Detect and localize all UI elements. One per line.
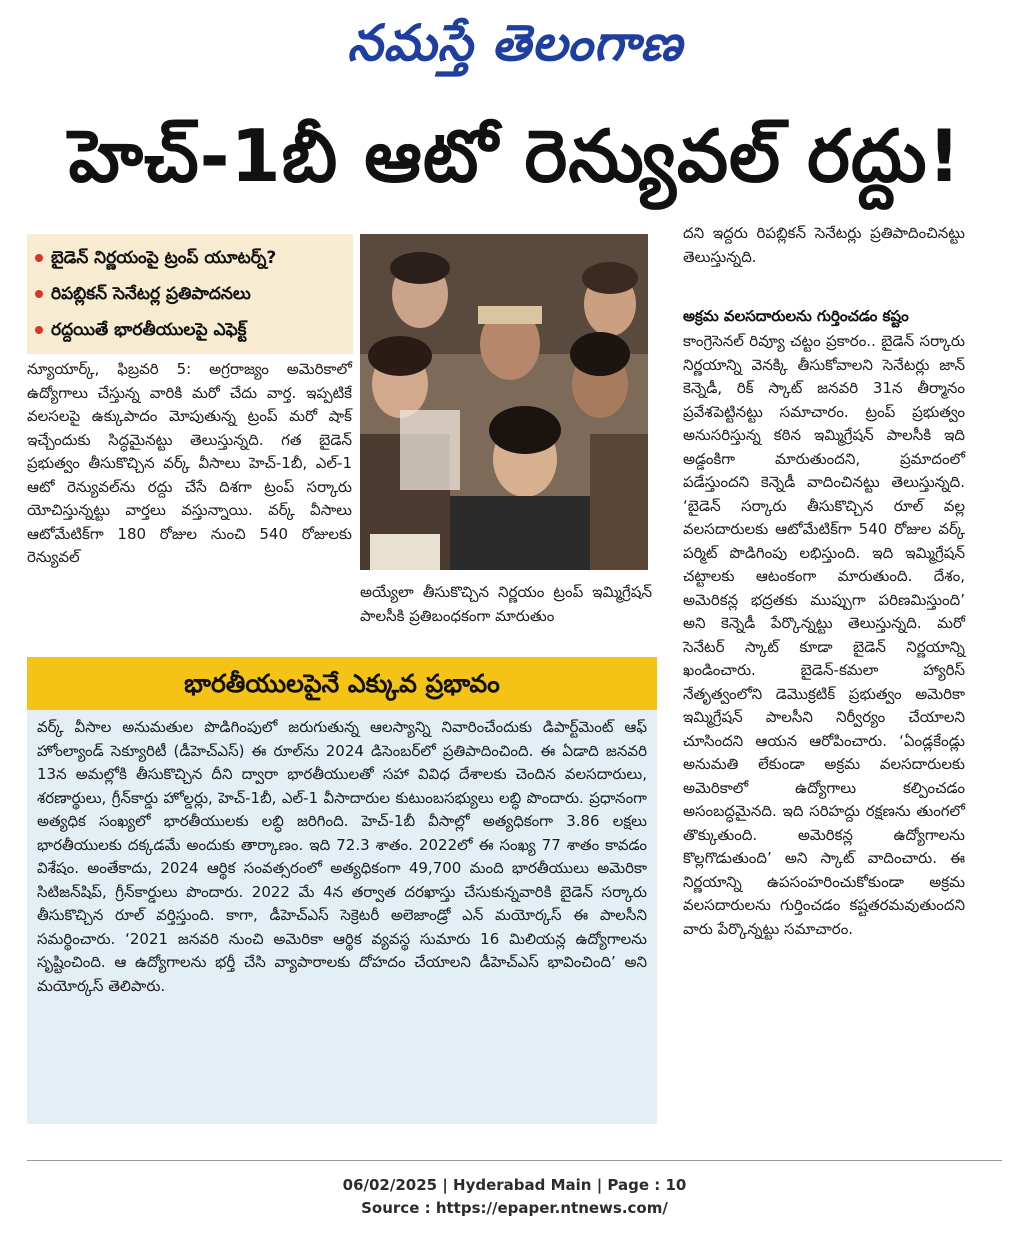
news-photo bbox=[360, 234, 648, 570]
footer-divider bbox=[27, 1160, 1002, 1161]
footer-edition-info: 06/02/2025 | Hyderabad Main | Page : 10 bbox=[342, 1176, 687, 1194]
article-column-3-top bbox=[683, 222, 965, 269]
headline: హెచ్-1బీ ఆటో రెన్యువల్ రద్దు! bbox=[68, 114, 962, 198]
footer-source-link[interactable]: Source : https://epaper.ntnews.com/ bbox=[361, 1199, 668, 1217]
highlight-item: రిపబ్లికన్ సెనేటర్ల ప్రతిపాదనలు bbox=[35, 276, 345, 312]
sidebar-box-body: వర్క్ వీసాల అనుమతుల పొడిగింపులో జరుగుతున్న ఆలస్యాన్ని నివారించేందుకు డిపార్ట్‌మెంట్ ఆఫ్ హోంల్యాండ్ సెక్యూరిటీ (డీహెచ్‌ఎస్) ఈ రూల్‌ను 2024 డిసెంబర్‌లో ప్రతిపాదించింది. ఈ ఏడాది జనవరి 13న అమల్లోకి తీసుకొచ్చిన దీని ద్వారా భారతీయులతో సహా వివిధ దేశాలకు చెందిన వలసదారులు, శరణార్థులు, గ్రీన్‌కార్డు హోల్డర్లు, హెచ్-1బీ, ఎల్-1 వీసాదారుల కుటుంబసభ్యులు లబ్ధి పొందారు. ప్రధానంగా అత్యధిక సంఖ్యలో భారతీయులకు లబ్ధి జరిగింది. హెచ్-1బీ వీసాల్లో అత్యధికంగా 3.86 లక్షలు భారతీయులకు దక్కడమే అందుకు తార్కాణం. ఇది 72.3 శాతం. 2022లో ఈ సంఖ్య 77 శాతం కావడం విశేషం. అంతేకాదు, 2024 ఆర్థిక సంవత్సరంలో అత్యధికంగా 49,700 మంది భారతీయులు అమెరికా సిటిజన్‌షిప్, గ్రీన్‌కార్డులు పొందారు. 2022 మే 4న తర్వాత దరఖాస్తు చేసుకున్నవారికి బైడెన్ సర్కారు తీసుకొచ్చిన రూల్ వర్తిస్తుంది. కాగా, డీహెచ్‌ఎస్ సెక్రెటరీ అలెజాండ్రో ఎన్ మయోర్కస్ ఈ పాలసీని సమర్థించారు. ‘2021 జనవరి నుంచి అమెరికా ఆర్థిక వ్యవస్థ సుమారు 16 మిలియన్ల ఉద్యోగాలను సృష్టించింది. ఆ ఉద్యోగాలను భర్తీ చేసి వ్యాపారాలకు దోహదం చేయాలని డీహెచ్‌ఎస్ భావించింది’ అని మయోర్కస్ తెలిపారు. bbox=[27, 710, 657, 1124]
students-photo-illustration bbox=[360, 234, 648, 570]
bullet-dot-icon bbox=[35, 254, 43, 262]
article-paragraph: న్యూయార్క్, ఫిబ్రవరి 5: అగ్రరాజ్యం అమెరికాలో ఉద్యోగాలు చేస్తున్న వారికి మరో చేదు వార్త. ఇప్పటికే వలసలపై ఉక్కుపాదం మోపుతున్న ట్రంప్ మరో షాక్ ఇచ్చేందుకు సిద్ధమైనట్టు తెలుస్తున్నది. గత బైడెన్ ప్రభుత్వం తీసుకొచ్చిన వర్క్ వీసాలు హెచ్-1బీ, ఎల్-1 ఆటో రెన్యువల్‌ను రద్దు చేసే దిశగా ట్రంప్ సర్కారు యోచిస్తున్నట్టు వార్తలు వస్తున్నాయి. వర్క్ వీసాలు ఆటోమేటిక్‌గా 180 రోజుల నుంచి 540 రోజులకు రెన్యువల్ bbox=[27, 360, 352, 566]
article-column-1 bbox=[27, 358, 352, 570]
highlights-box bbox=[27, 234, 353, 354]
article-paragraph: దని ఇద్దరు రిపబ్లికన్ సెనేటర్లు ప్రతిపాదించినట్టు తెలుస్తున్నది. bbox=[683, 224, 965, 266]
article-column-3-body bbox=[683, 330, 965, 941]
highlight-item: రద్దయితే భారతీయులపై ఎఫెక్ట్ bbox=[35, 312, 345, 348]
column-subheading: అక్రమ వలసదారులను గుర్తించడం కష్టం bbox=[683, 307, 909, 325]
masthead-logo: నమస్తే తెలంగాణ bbox=[347, 13, 683, 72]
bullet-dot-icon bbox=[35, 290, 43, 298]
highlight-item: బైడెన్ నిర్ణయంపై ట్రంప్ యూటర్న్? bbox=[35, 240, 345, 276]
article-paragraph: కాంగ్రెసెనల్ రివ్యూ చట్టం ప్రకారం.. బైడెన్ సర్కారు నిర్ణయాన్ని వెనక్కి తీసుకోవాలని సెనేటర్లు జాన్ కెన్నెడీ, రిక్ స్కాట్ జనవరి 31న తీర్మానం ప్రవేశపెట్టినట్టు సమాచారం. ట్రంప్ ప్రభుత్వం అనుసరిస్తున్న కఠిన ఇమ్మిగ్రేషన్ పాలసీకి ఇది అడ్డంకిగా మారుతుందని, ప్రమాదంలో పడేస్తుందని కెన్నెడీ వాదించినట్టు తెలుస్తున్నది. ‘బైడెన్ సర్కారు తీసుకొచ్చిన రూల్ వల్ల వలసదారులకు ఆటోమేటిక్‌గా 540 రోజుల వర్క్ పర్మిట్ పొడిగింపు లభిస్తుంది. ఇది ఇమ్మిగ్రేషన్ చట్టాలకు ఆటంకంగా మారుతుంది. దేశం, అమెరికన్ల భద్రతకు ముప్పుగా పరిణమిస్తుంది’ అని కెన్నెడీ పేర్కొన్నట్టు తెలుస్తున్నది. మరో సెనేటర్ స్కాట్ కూడా బైడెన్ నిర్ణయాన్ని ఖండించారు. బైడెన్-కమలా హ్యారిస్ నేతృత్వంలోని డెమొక్రటిక్ ప్రభుత్వం అమెరికా ఇమ్మిగ్రేషన్ పాలసీని నిర్వీర్యం చేయాలని చూసిందని ఆయన ఆరోపించారు. ‘ఏండ్లకేండ్లు అనుమతి లేకుండా అక్రమ వలసదారులకు అమెరికాలో ఉద్యోగాలు కల్పించడం అసంబద్ధమైనది. ఇది సరిహద్దు రక్షణను తుంగలో తొక్కుతుంది. అమెరికన్ల ఉద్యోగాలను కొల్లగొడుతుంది’ అని స్కాట్ వాదించారు. ఈ నిర్ణయాన్ని ఉపసంహరించుకోకుండా అక్రమ వలసదారులను గుర్తించడం కష్టతరమవుతుందని వారు పేర్కొన్నట్టు సమాచారం. bbox=[683, 332, 965, 938]
photo-caption: అయ్యేలా తీసుకొచ్చిన నిర్ణయం ట్రంప్ ఇమ్మిగ్రేషన్ పాలసీకి ప్రతిబంధకంగా మారుతుం bbox=[360, 583, 652, 625]
sidebar-box-title: భారతీయులపైనే ఎక్కువ ప్రభావం bbox=[27, 657, 657, 710]
bullet-dot-icon bbox=[35, 326, 43, 334]
